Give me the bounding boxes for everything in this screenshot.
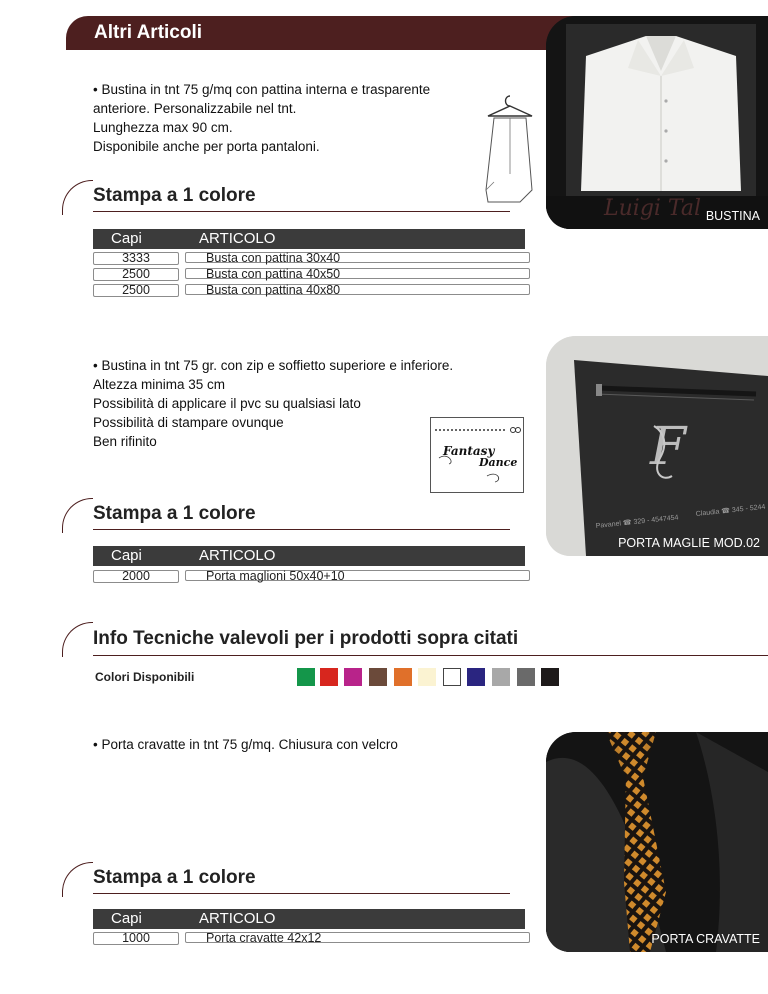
description-line: Lunghezza max 90 cm.	[93, 120, 233, 135]
table-row	[93, 932, 533, 944]
photo-porta-cravatte	[546, 732, 768, 952]
product3-description	[93, 735, 533, 754]
col-header-article: ARTICOLO	[199, 230, 276, 247]
col-header-qty: Capi	[111, 910, 142, 927]
photo-bustina	[546, 16, 768, 229]
logo-text-dance: Dance	[479, 456, 518, 469]
description-line: • Bustina in tnt 75 g/mq con pattina interna e trasparente	[93, 82, 431, 97]
section-title: Stampa a 1 colore	[93, 503, 256, 524]
description-line: • Bustina in tnt 75 gr. con zip e soffietto superiore e inferiore.	[93, 358, 454, 373]
table-header	[93, 229, 525, 249]
cell-article: Busta con pattina 40x50	[185, 268, 530, 279]
section-curve	[62, 180, 93, 215]
table-row	[93, 252, 533, 264]
col-header-qty: Capi	[111, 230, 142, 247]
product1-description	[93, 80, 493, 156]
color-swatch	[517, 668, 535, 686]
section-divider	[93, 655, 768, 656]
cell-qty: 1000	[93, 932, 179, 945]
color-swatch	[443, 668, 461, 686]
table-row	[93, 570, 533, 582]
color-swatch	[394, 668, 412, 686]
description-line: anteriore. Personalizzabile nel tnt.	[93, 101, 297, 116]
photo-porta-maglie	[546, 336, 768, 556]
table-header	[93, 909, 525, 929]
cell-article: Busta con pattina 30x40	[185, 252, 530, 263]
description-line: Ben rifinito	[93, 434, 157, 449]
color-swatch	[418, 668, 436, 686]
color-swatch	[492, 668, 510, 686]
color-swatch	[297, 668, 315, 686]
hanger-bag-icon	[480, 94, 540, 204]
table-row	[93, 268, 533, 280]
color-swatch	[344, 668, 362, 686]
svg-text:Pavanel ☎ 329 - 4547454: Pavanel ☎ 329 - 4547454	[595, 514, 679, 530]
description-line: Possibilità di stampare ovunque	[93, 415, 284, 430]
page-title: Altri Articoli	[94, 22, 203, 43]
section-title: Stampa a 1 colore	[93, 185, 256, 206]
col-header-article: ARTICOLO	[199, 910, 276, 927]
bag-illustration	[546, 336, 768, 556]
section-curve	[62, 498, 93, 533]
table-header	[93, 546, 525, 566]
cell-qty: 2500	[93, 268, 179, 281]
svg-text:F: F	[650, 417, 687, 477]
cell-qty: 3333	[93, 252, 179, 265]
photo-caption-porta-cravatte: PORTA CRAVATTE	[651, 932, 760, 946]
section-curve	[62, 622, 93, 657]
description-line: Altezza minima 35 cm	[93, 377, 226, 392]
color-swatch	[541, 668, 559, 686]
logo-text-fantasy: Fantasy	[443, 444, 495, 458]
colors-label: Colori Disponibili	[95, 670, 195, 684]
col-header-qty: Capi	[111, 547, 142, 564]
fantasy-dance-bag	[430, 417, 524, 493]
cell-article: Porta maglioni 50x40+10	[185, 570, 530, 581]
section-curve	[62, 862, 93, 897]
photo-brand-text: Luigi Tal	[604, 196, 702, 221]
description-line: • Porta cravatte in tnt 75 g/mq. Chiusura con velcro	[93, 737, 398, 752]
cell-qty: 2500	[93, 284, 179, 297]
section-title: Stampa a 1 colore	[93, 867, 256, 888]
color-swatch	[320, 668, 338, 686]
description-line: Disponibile anche per porta pantaloni.	[93, 139, 320, 154]
tie-illustration	[546, 732, 768, 952]
photo-caption-bustina: BUSTINA	[705, 209, 760, 223]
svg-text:Claudia ☎ 345 - 5244: Claudia ☎ 345 - 5244	[695, 503, 766, 518]
cell-article: Porta cravatte 42x12	[185, 932, 530, 943]
info-title: Info Tecniche valevoli per i prodotti sopra citati	[93, 628, 519, 649]
col-header-article: ARTICOLO	[199, 547, 276, 564]
color-swatch	[369, 668, 387, 686]
cell-qty: 2000	[93, 570, 179, 583]
photo-caption-porta-maglie: PORTA MAGLIE MOD.02	[618, 536, 760, 550]
table-row	[93, 284, 533, 296]
color-swatch	[467, 668, 485, 686]
section-divider	[93, 529, 510, 530]
section-divider	[93, 211, 510, 212]
cell-article: Busta con pattina 40x80	[185, 284, 530, 295]
description-line: Possibilità di applicare il pvc su qualsiasi lato	[93, 396, 361, 411]
section-divider	[93, 893, 510, 894]
